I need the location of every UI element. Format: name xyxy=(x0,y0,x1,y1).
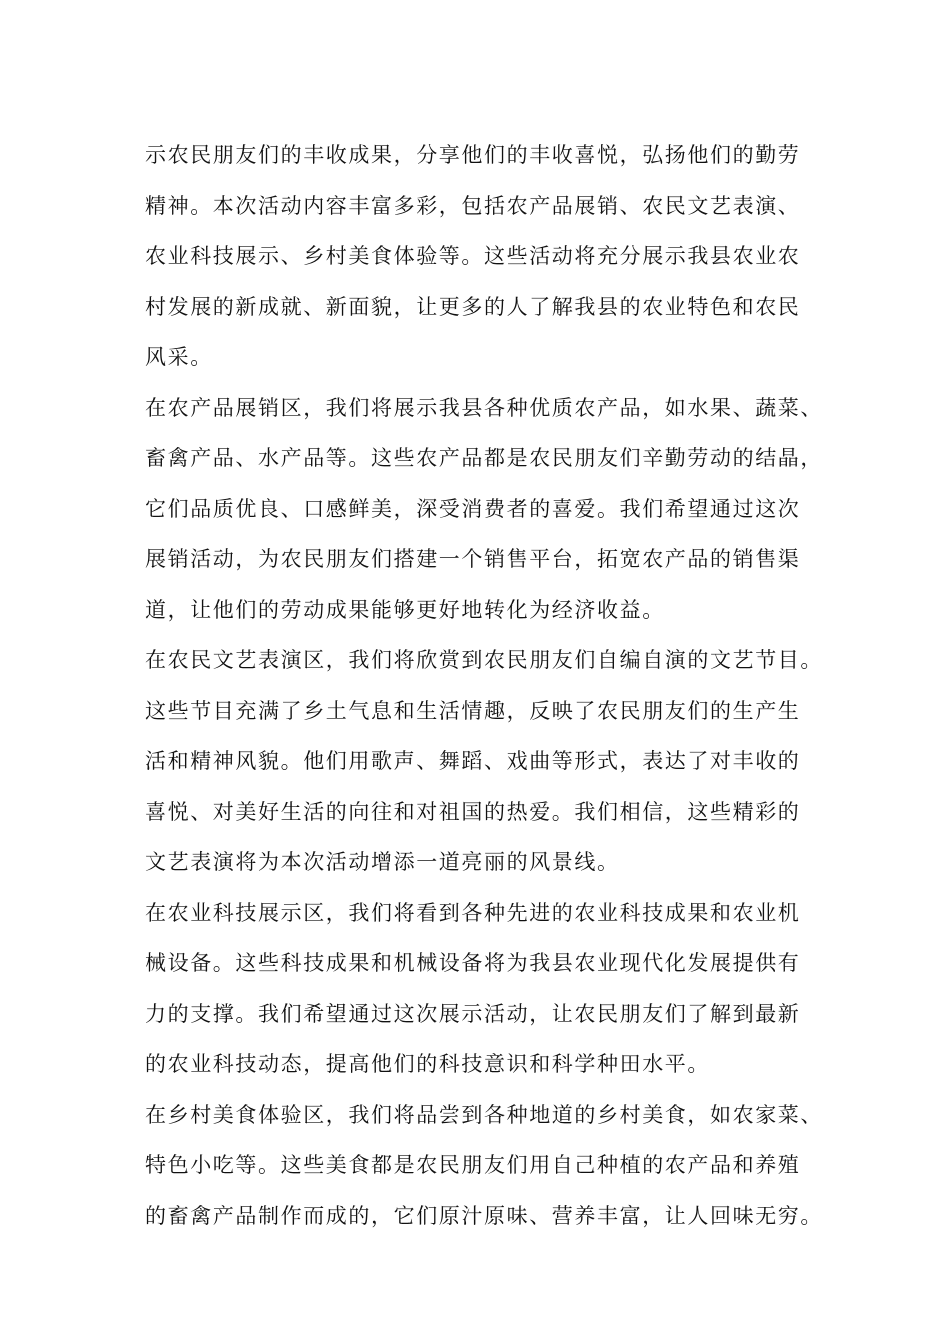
text-line: 的畜禽产品制作而成的，它们原汁原味、营养丰富，让人回味无穷。 xyxy=(145,1203,823,1228)
text-line: 风采。 xyxy=(145,345,213,369)
text-line: 在农业科技展示区，我们将看到各种先进的农业科技成果和农业机 xyxy=(145,900,801,925)
text-line: 这些节目充满了乡土气息和生活情趣，反映了农民朋友们的生产生 xyxy=(145,698,801,723)
text-line: 在乡村美食体验区，我们将品尝到各种地道的乡村美食，如农家菜、 xyxy=(145,1102,823,1127)
text-line: 械设备。这些科技成果和机械设备将为我县农业现代化发展提供有 xyxy=(145,951,801,975)
text-line: 在农产品展销区，我们将展示我县各种优质农产品，如水果、蔬菜、 xyxy=(145,395,823,420)
text-line: 农业科技展示、乡村美食体验等。这些活动将充分展示我县农业农 xyxy=(145,244,801,268)
text-line: 精神。本次活动内容丰富多彩，包括农产品展销、农民文艺表演、 xyxy=(145,193,801,218)
text-line: 特色小吃等。这些美食都是农民朋友们用自己种植的农产品和养殖 xyxy=(145,1153,801,1177)
text-line: 喜悦、对美好生活的向往和对祖国的热爱。我们相信，这些精彩的 xyxy=(145,799,801,824)
text-line: 文艺表演将为本次活动增添一道亮丽的风景线。 xyxy=(145,850,620,874)
text-line: 畜禽产品、水产品等。这些农产品都是农民朋友们辛勤劳动的结晶， xyxy=(145,446,823,470)
text-line: 示农民朋友们的丰收成果，分享他们的丰收喜悦，弘扬他们的勤劳 xyxy=(145,143,801,167)
text-line: 道，让他们的劳动成果能够更好地转化为经济收益。 xyxy=(145,597,665,622)
document-body xyxy=(145,130,825,1241)
text-line: 村发展的新成就、新面貌，让更多的人了解我县的农业特色和农民 xyxy=(145,294,801,319)
text-line: 的农业科技动态，提高他们的科技意识和科学种田水平。 xyxy=(145,1052,710,1076)
text-line: 力的支撑。我们希望通过这次展示活动，让农民朋友们了解到最新 xyxy=(145,1001,801,1026)
text-line: 展销活动，为农民朋友们搭建一个销售平台，拓宽农产品的销售渠 xyxy=(145,547,801,571)
text-line: 活和精神风貌。他们用歌声、舞蹈、戏曲等形式，表达了对丰收的 xyxy=(145,749,801,773)
text-line: 在农民文艺表演区，我们将欣赏到农民朋友们自编自演的文艺节目。 xyxy=(145,648,823,672)
text-line: 它们品质优良、口感鲜美，深受消费者的喜爱。我们希望通过这次 xyxy=(145,496,801,521)
